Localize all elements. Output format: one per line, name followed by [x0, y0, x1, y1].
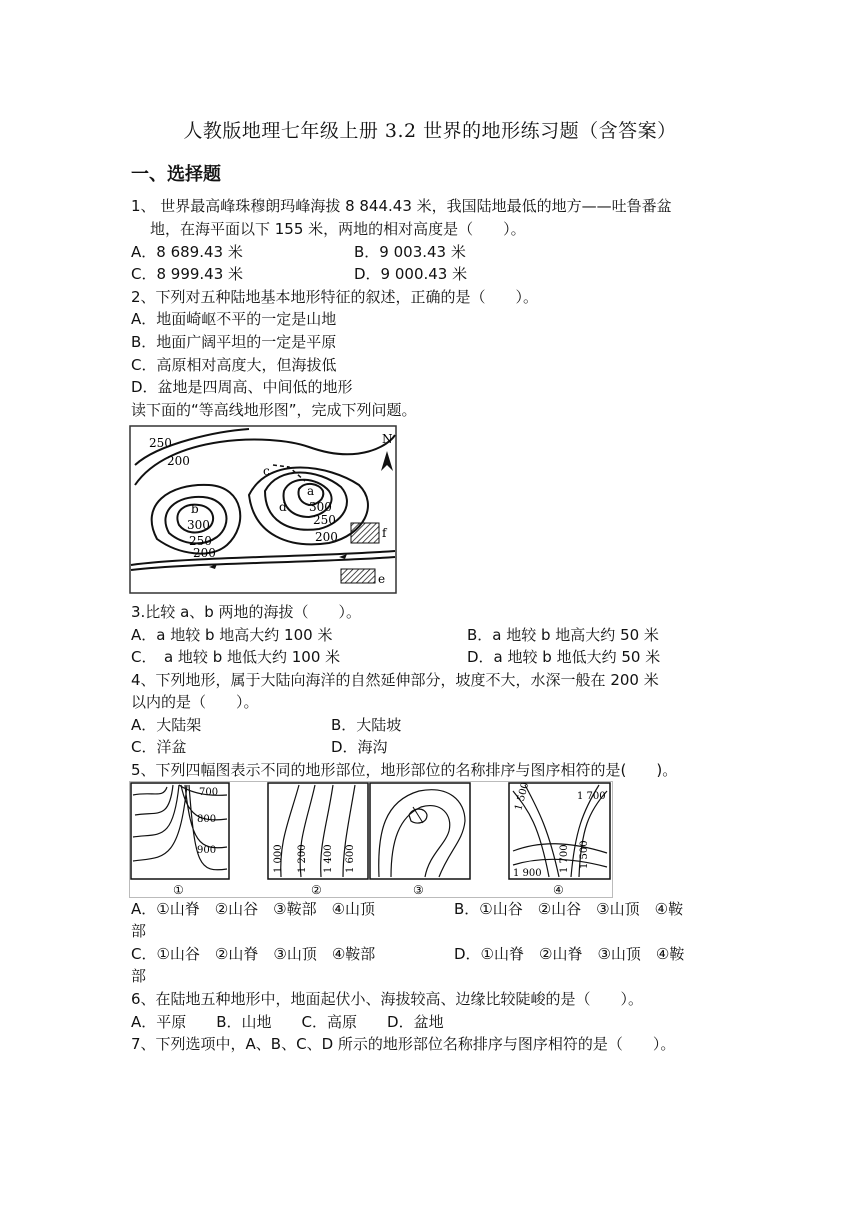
- q2-option-c: C．高原相对高度大，但海拔低: [131, 356, 337, 374]
- contour-label: 200: [193, 546, 216, 560]
- contour-label: 800: [197, 814, 217, 825]
- point-label: f: [382, 526, 387, 540]
- contour-label: 1 400: [323, 844, 334, 873]
- q4-stem: 4、下列地形，属于大陆向海洋的自然延伸部分，坡度不大，水深一般在 200 米: [131, 671, 659, 689]
- contour-label: 1 700: [559, 844, 570, 873]
- q1-option-d: D．9 000.43 米: [354, 265, 468, 283]
- q2-option-b: B．地面广阔平坦的一定是平原: [131, 333, 337, 351]
- q1-option-b: B．9 003.43 米: [354, 243, 466, 261]
- terrain-panels-figure: [129, 781, 613, 898]
- north-label: N: [382, 432, 393, 446]
- point-label: c: [263, 464, 270, 478]
- contour-label: 300: [187, 518, 210, 532]
- q7-stem: 7、下列选项中，A、B、C、D 所示的地形部位名称排序与图序相符的是（ ）。: [131, 1035, 676, 1053]
- contour-label: 1 600: [345, 844, 356, 873]
- panel-caption: ④: [553, 883, 564, 897]
- contour-label: 1 500: [579, 840, 590, 869]
- q6-stem: 6、在陆地五种地形中，地面起伏小、海拔较高、边缘比较陡峻的是（ ）。: [131, 990, 644, 1008]
- q3-stem: 3.比较 a、b 两地的海拔（ ）。: [131, 603, 362, 621]
- contour-label: 900: [197, 845, 217, 856]
- q3-option-d: D．a 地较 b 地低大约 50 米: [467, 648, 661, 666]
- q5-option-c: C．①山谷 ②山脊 ③山顶 ④鞍部: [131, 945, 376, 963]
- panel-caption: ②: [311, 883, 322, 897]
- q2-option-d: D．盆地是四周高、中间低的地形: [131, 378, 353, 396]
- point-label: b: [191, 502, 199, 516]
- contour-label: 1 900: [513, 868, 542, 879]
- contour-label: 250: [313, 513, 336, 527]
- map-intro: 读下面的“等高线地形图”，完成下列问题。: [131, 401, 417, 419]
- point-label: d: [279, 500, 287, 514]
- q6-options: A．平原 B．山地 C．高原 D．盆地: [131, 1013, 444, 1031]
- q5-option-b: B．①山谷 ②山谷 ③山顶 ④鞍: [454, 900, 684, 918]
- point-label: a: [307, 484, 315, 498]
- contour-label: 700: [199, 787, 219, 798]
- section-heading: 一、选择题: [131, 164, 221, 185]
- contour-label: 250: [149, 436, 172, 450]
- q5-stem: 5、下列四幅图表示不同的地形部位，地形部位的名称排序与图序相符的是( )。: [131, 761, 678, 779]
- contour-label: 1 500: [513, 781, 532, 812]
- q4-option-d: D．海沟: [331, 738, 388, 756]
- q2-option-a: A．地面崎岖不平的一定是山地: [131, 310, 337, 328]
- contour-label: 200: [315, 530, 338, 544]
- q5-option-b-wrap: 部: [131, 922, 147, 940]
- contour-label: 1 200: [297, 844, 308, 873]
- q2-stem: 2、下列对五种陆地基本地形特征的叙述，正确的是（ ）。: [131, 288, 539, 306]
- q1-stem-cont: 地，在海平面以下 155 米，两地的相对高度是（ ）。: [150, 220, 526, 238]
- q4-option-a: A．大陆架: [131, 716, 202, 734]
- q1-option-a: A．8 689.43 米: [131, 243, 243, 261]
- q4-option-c: C．洋盆: [131, 738, 187, 756]
- q5-option-d-wrap: 部: [131, 967, 147, 985]
- q4-stem-cont: 以内的是（ ）。: [131, 693, 259, 711]
- contour-map-figure: [129, 425, 397, 594]
- contour-label: 1 700: [577, 791, 606, 802]
- q1-option-c: C．8 999.43 米: [131, 265, 244, 283]
- q4-option-b: B．大陆坡: [331, 716, 402, 734]
- q5-option-d: D．①山脊 ②山脊 ③山顶 ④鞍: [454, 945, 685, 963]
- q1-stem: 1、 世界最高峰珠穆朗玛峰海拔 8 844.43 米，我国陆地最低的地方——吐鲁番盆: [131, 197, 672, 215]
- q3-option-b: B．a 地较 b 地高大约 50 米: [467, 626, 659, 644]
- panel-caption: ③: [413, 883, 424, 897]
- contour-label: 1 000: [273, 844, 284, 873]
- q3-option-c: C． a 地较 b 地低大约 100 米: [131, 648, 341, 666]
- contour-label: 300: [309, 500, 332, 514]
- q3-option-a: A．a 地较 b 地高大约 100 米: [131, 626, 333, 644]
- q5-option-a: A．①山脊 ②山谷 ③鞍部 ④山顶: [131, 900, 376, 918]
- panel-caption: ①: [173, 883, 184, 897]
- contour-label: 200: [167, 454, 190, 468]
- contour-label: 250: [189, 534, 212, 548]
- point-label: e: [378, 572, 386, 586]
- page-title: 人教版地理七年级上册 3.2 世界的地形练习题（含答案）: [183, 120, 677, 142]
